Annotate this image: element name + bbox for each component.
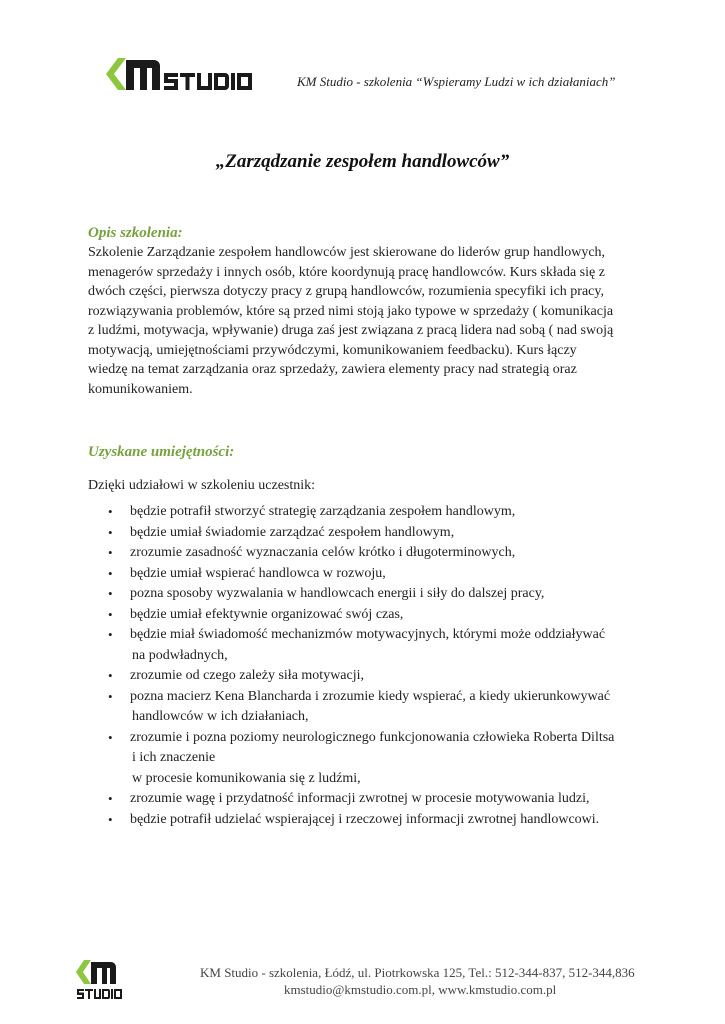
list-item: • będzie umiał efektywnie organizować swój czas, bbox=[108, 605, 688, 626]
footer-address: KM Studio - szkolenia, Łódź, ul. Piotrkowska 125, Tel.: 512-344-837, 512-344,836 bbox=[200, 965, 635, 980]
header-tagline: KM Studio - szkolenia “Wspieramy Ludzi w ich działaniach” bbox=[297, 74, 616, 89]
list-item: • będzie miał świadomość mechanizmów motywacyjnych, którymi może oddziaływać na podwładnych, bbox=[108, 627, 606, 663]
list-item: • zrozumie i pozna poziomy neurologicznego funkcjonowania człowieka Roberta Diltsa i ich znaczenie w procesie komunikowania się z ludźmi, bbox=[108, 729, 615, 786]
skills-list bbox=[108, 502, 688, 830]
footer-contact bbox=[200, 964, 635, 998]
bullet-icon: • bbox=[108, 606, 113, 622]
km-studio-logo-graphic bbox=[104, 56, 270, 92]
list-item: • pozna macierz Kena Blancharda i zrozumie kiedy wspierać, a kiedy ukierunkowywać handlowców w ich działaniach, bbox=[108, 688, 611, 724]
document-title: „Zarządzanie zespołem handlowców” bbox=[215, 151, 510, 172]
bullet-icon: • bbox=[108, 688, 113, 704]
description-line: komunikowaniem. bbox=[88, 381, 193, 397]
list-item: • będzie potrafił stworzyć strategię zarządzania zespołem handlowym, bbox=[108, 502, 688, 523]
footer-web: kmstudio@kmstudio.com.pl, www.kmstudio.com.pl bbox=[284, 982, 557, 997]
description-line: rozwiązywania problemów, które są przed nimi stoją jako typowe w sprzedaży ( komunikacja bbox=[88, 303, 614, 319]
list-item: • będzie potrafił udzielać wspierającej i rzeczowej informacji zwrotnej handlowcowi. bbox=[108, 810, 688, 831]
bullet-icon: • bbox=[108, 524, 113, 540]
description-line: z ludźmi, motywacja, wpływanie) druga zaś jest związana z pracą lidera nad sobą ( nad swoją bbox=[88, 323, 614, 338]
bullet-icon: • bbox=[108, 791, 113, 806]
bullet-icon: • bbox=[108, 811, 113, 827]
bullet-icon: • bbox=[108, 729, 113, 745]
km-studio-logo bbox=[104, 56, 270, 92]
bullet-icon: • bbox=[108, 545, 113, 560]
skills-heading: Uzyskane umiejętności: bbox=[88, 444, 235, 460]
list-item: • zrozumie wagę i przydatność informacji zwrotnej w procesie motywowania ludzi, bbox=[108, 789, 688, 810]
list-item: • będzie umiał wspierać handlowca w rozwoju, bbox=[108, 564, 688, 585]
list-item: • zrozumie zasadność wyznaczania celów krótko i długoterminowych, bbox=[108, 543, 688, 564]
bullet-icon: • bbox=[108, 627, 113, 642]
list-item: • zrozumie od czego zależy siła motywacji, bbox=[108, 666, 688, 687]
description-heading: Opis szkolenia: bbox=[88, 225, 183, 241]
bullet-icon: • bbox=[108, 668, 113, 683]
footer-logo bbox=[76, 958, 126, 1002]
bullet-icon: • bbox=[108, 586, 113, 601]
description-line: motywacją, umiejętnościami przywódczymi, komunikowaniem feedbacku). Kurs łączy bbox=[88, 342, 577, 358]
description-line: dwóch części, pierwsza dotyczy pracy z grupą handlowców, rozumienia specyfiki ich pracy, bbox=[88, 284, 604, 299]
description-line: Szkolenie Zarządzanie zespołem handlowców jest skierowane do liderów grup handlowych, bbox=[88, 245, 606, 260]
description-line: wiedzę na temat zarządzania oraz sprzedaży, zawiera elementy pracy nad strategią oraz bbox=[88, 362, 577, 377]
description-line: menagerów sprzedaży i innych osób, które koordynują pracę handlowców. Kurs składa się z bbox=[88, 264, 605, 280]
footer-logo-graphic bbox=[76, 958, 126, 1002]
skills-intro: Dzięki udziałowi w szkoleniu uczestnik: bbox=[88, 478, 316, 493]
description-body bbox=[88, 243, 648, 399]
bullet-icon: • bbox=[108, 565, 113, 581]
bullet-icon: • bbox=[108, 504, 113, 519]
list-item: • będzie umiał świadomie zarządzać zespołem handlowym, bbox=[108, 523, 688, 544]
list-item: • pozna sposoby wyzwalania w handlowcach energii i siły do dalszej pracy, bbox=[108, 584, 688, 605]
